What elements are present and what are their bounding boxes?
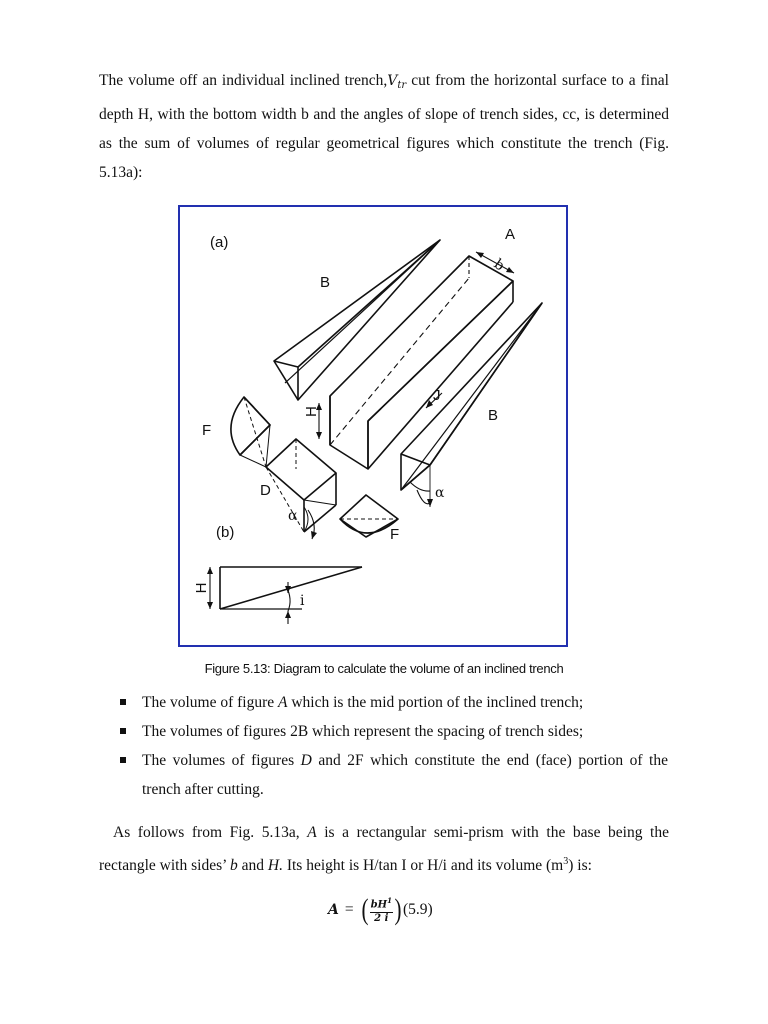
para2-text: and bbox=[237, 857, 268, 875]
formula-numerator bbox=[370, 895, 393, 912]
para2-text: ) is: bbox=[568, 857, 592, 875]
label-figure-a: A bbox=[505, 226, 516, 243]
bullet-italic: D bbox=[300, 752, 312, 769]
figure-5-13 bbox=[178, 205, 568, 647]
figure-caption: Figure 5.13: Diagram to calculate the volume of an inclined trench bbox=[204, 661, 564, 676]
bullet-italic: A bbox=[278, 694, 288, 711]
formula-paren-open: ( bbox=[361, 893, 369, 926]
volume-variable bbox=[387, 73, 406, 89]
para2-text: is a rectangular semi-prism with the base being the rectangle with sides’ bbox=[99, 824, 669, 875]
formula-lhs: A bbox=[328, 902, 339, 918]
bullet-list bbox=[120, 688, 668, 804]
para2-italic: b bbox=[230, 857, 238, 875]
label-figure-f-bottom: F bbox=[390, 526, 400, 543]
bullet-square-icon bbox=[120, 699, 126, 705]
label-figure-f-left: F bbox=[202, 422, 212, 439]
trench-diagram bbox=[180, 207, 566, 645]
unit-superscript: 3 bbox=[563, 856, 569, 867]
para2-text: Its height is H/tan I or H/i and its volume (m bbox=[282, 857, 564, 875]
label-figure-b-right: B bbox=[488, 407, 499, 424]
bullet-square-icon bbox=[120, 757, 126, 763]
intro-text-2: cut from the horizontal surface to a final depth H, with the bottom width b and the angles of slope of trench sides, cc, is determined as the sum of volumes of regular geometrical figures which constitute the trench (Fig. 5.13a): bbox=[99, 72, 669, 181]
bullet-text: which is the mid portion of the inclined trench; bbox=[287, 694, 584, 711]
figure-d bbox=[266, 439, 336, 539]
semi-prism-paragraph bbox=[99, 818, 669, 880]
formula-numerator-text: bH bbox=[370, 899, 388, 911]
bullet-text: The volumes of figures bbox=[142, 752, 301, 769]
list-item bbox=[120, 688, 668, 717]
formula-reference: (5.9) bbox=[402, 901, 433, 918]
para2-text: As follows from Fig. 5.13a, bbox=[113, 824, 308, 841]
label-j: J bbox=[433, 387, 441, 404]
label-i: i bbox=[300, 593, 305, 609]
list-item bbox=[120, 717, 668, 746]
list-item bbox=[120, 746, 668, 804]
label-figure-b-left: B bbox=[320, 274, 331, 291]
formula-fraction bbox=[370, 895, 393, 924]
label-part-a: (a) bbox=[210, 234, 229, 251]
label-width-b: b bbox=[490, 256, 508, 275]
formula-5-9 bbox=[328, 895, 433, 925]
formula-denominator: 2 i bbox=[374, 912, 389, 924]
para2-italic: H. bbox=[267, 857, 283, 875]
formula-numerator-sup: 1 bbox=[387, 896, 392, 906]
intro-paragraph bbox=[99, 66, 669, 187]
bullet-text: and 2F which constitute the end (face) portion of the trench after cutting. bbox=[142, 752, 668, 798]
bullet-text: The volume of figure bbox=[142, 694, 279, 711]
label-alpha-b: α bbox=[435, 485, 445, 501]
para2-italic: A bbox=[307, 824, 317, 841]
label-alpha-d: α bbox=[288, 508, 298, 524]
formula-paren-close: ) bbox=[394, 893, 402, 926]
intro-text-1: The volume off an individual inclined trench, bbox=[99, 72, 388, 89]
label-figure-d: D bbox=[260, 482, 271, 499]
label-h-lower: H bbox=[193, 582, 210, 594]
figure-b-profile bbox=[207, 567, 362, 624]
figure-f-left bbox=[231, 397, 270, 467]
volume-variable-symbol: V bbox=[387, 73, 398, 89]
label-part-b: (b) bbox=[216, 524, 235, 541]
bullet-square-icon bbox=[120, 728, 126, 734]
volume-variable-subscript: tr bbox=[397, 80, 407, 91]
label-h-upper: H bbox=[303, 406, 320, 417]
bullet-text: The volumes of figures 2B which represent the spacing of trench sides; bbox=[142, 723, 584, 740]
formula-equals: = bbox=[344, 901, 354, 918]
